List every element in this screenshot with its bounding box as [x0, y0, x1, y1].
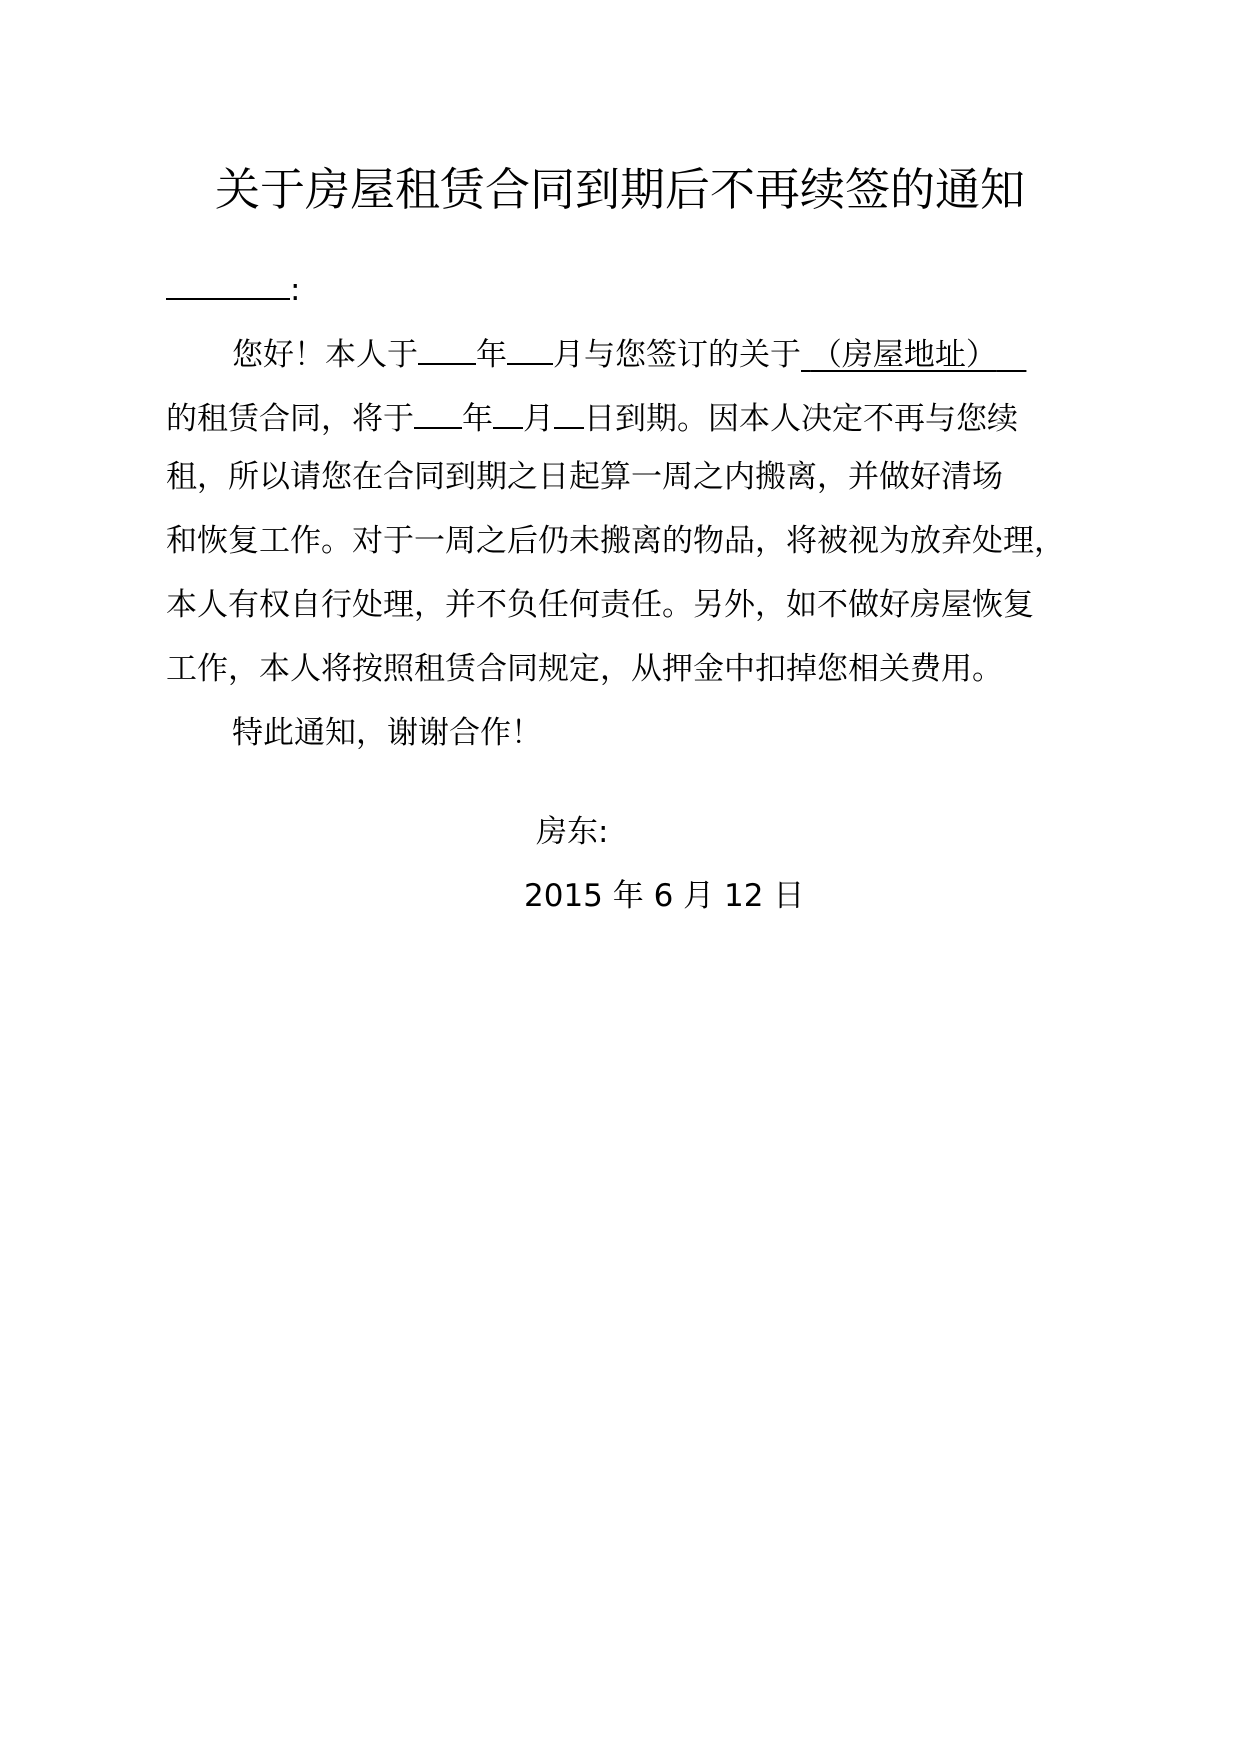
- body-text: 日到期。因本人决定不再与您续: [584, 401, 1018, 437]
- body-text: 年: [476, 337, 507, 373]
- expiry-year-blank: [414, 393, 462, 429]
- document-title: 关于房屋租赁合同到期后不再续签的通知: [214, 163, 1025, 216]
- expiry-month-blank: [493, 393, 523, 429]
- body-text: 月: [523, 401, 554, 437]
- landlord-label: 房东:: [536, 814, 609, 850]
- property-address-text: （房屋地址）: [810, 337, 997, 373]
- signature-date: 2015 年 6 月 12 日: [524, 878, 805, 914]
- recipient-blank: [166, 264, 290, 300]
- body-line-2: [166, 393, 1018, 439]
- contract-month-blank: [507, 329, 553, 365]
- body-line-3: 租，所以请您在合同到期之日起算一周之内搬离，并做好清场: [166, 459, 1003, 495]
- body-line-5: 本人有权自行处理，并不负任何责任。另外，如不做好房屋恢复: [166, 587, 1034, 623]
- property-address-placeholder: [801, 337, 1026, 373]
- salutation-colon: :: [290, 272, 301, 308]
- body-line-6: 工作，本人将按照租赁合同规定，从押金中扣掉您相关费用。: [166, 651, 1003, 687]
- body-line-1: [232, 329, 1026, 375]
- closing-line: 特此通知，谢谢合作！: [232, 715, 542, 751]
- salutation-line: [166, 264, 300, 310]
- body-line-4: 和恢复工作。对于一周之后仍未搬离的物品，将被视为放弃处理，: [166, 523, 1065, 559]
- expiry-day-blank: [554, 393, 584, 429]
- body-text: 年: [462, 401, 493, 437]
- body-text: 月与您签订的关于: [553, 337, 801, 373]
- contract-year-blank: [418, 329, 476, 365]
- body-text: 的租赁合同，将于: [166, 401, 414, 437]
- body-text: 您好！本人于: [232, 337, 418, 373]
